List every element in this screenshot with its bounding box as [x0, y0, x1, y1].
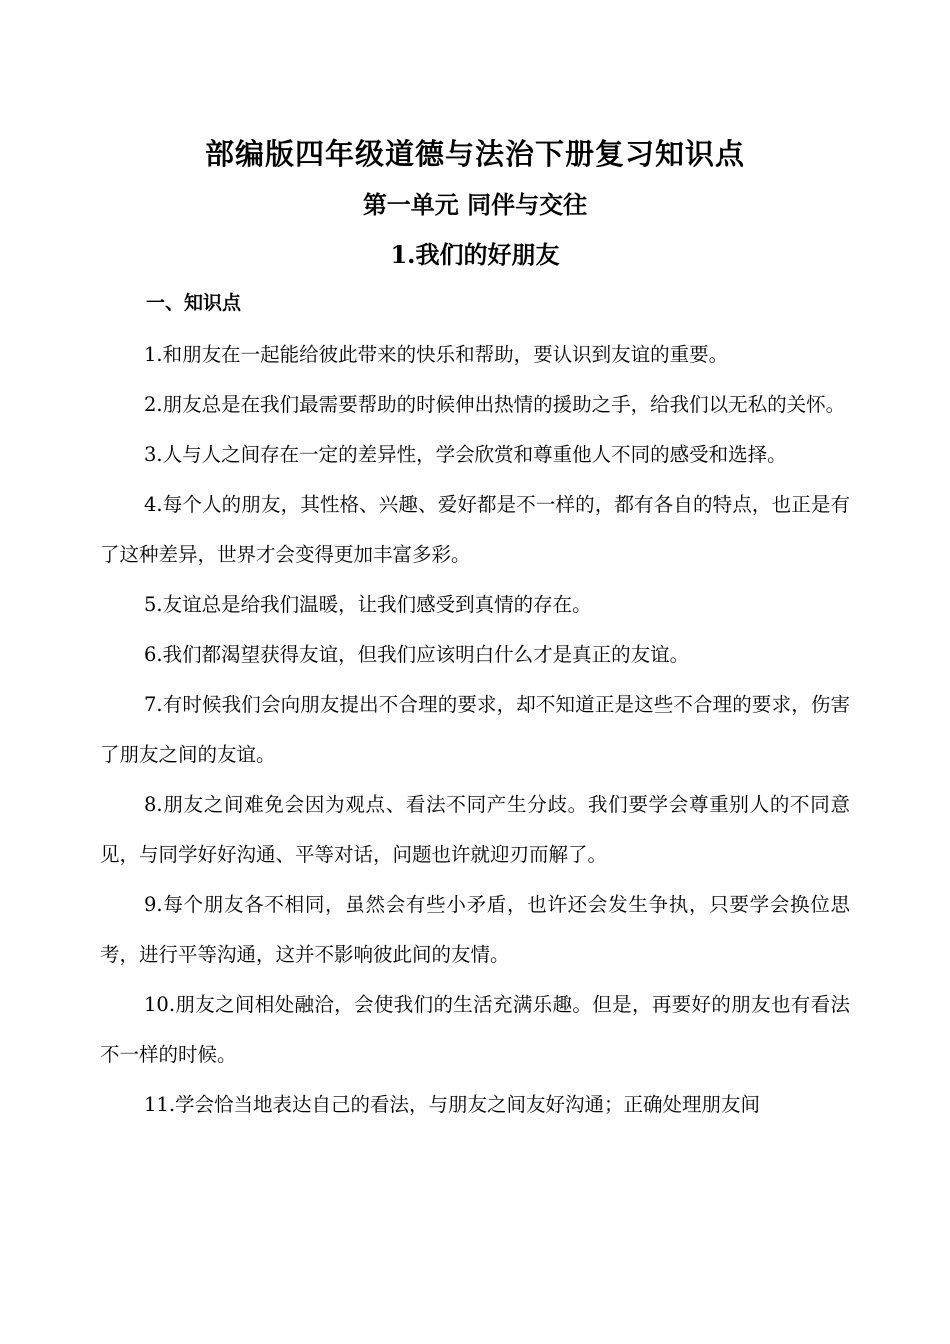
paragraph-3: 3.人与人之间存在一定的差异性，学会欣赏和尊重他人不同的感受和选择。 — [144, 443, 787, 466]
paragraph-7: 7.有时候我们会向朋友提出不合理的要求，却不知道正是这些不合理的要求，伤害了朋友之间的友谊。 — [100, 693, 850, 766]
paragraph-1: 1.和朋友在一起能给彼此带来的快乐和帮助，要认识到友谊的重要。 — [144, 343, 729, 366]
document-title: 部编版四年级道德与法治下册复习知识点 — [204, 137, 745, 171]
paragraph-6: 6.我们都渴望获得友谊，但我们应该明白什么才是真正的友谊。 — [144, 643, 690, 666]
paragraph-10: 10.朋友之间相处融洽，会使我们的生活充满乐趣。但是，再要好的朋友也有看法不一样的时候。 — [100, 993, 850, 1066]
paragraph-4: 4.每个人的朋友，其性格、兴趣、爱好都是不一样的，都有各自的特点，也正是有了这种差异，世界才会变得更加丰富多彩。 — [100, 493, 850, 566]
paragraph-2: 2.朋友总是在我们最需要帮助的时候伸出热情的援助之手，给我们以无私的关怀。 — [144, 393, 846, 416]
section-heading: 一、知识点 — [146, 292, 242, 314]
paragraph-5: 5.友谊总是给我们温暖，让我们感受到真情的存在。 — [144, 593, 592, 616]
paragraph-8: 8.朋友之间难免会因为观点、看法不同产生分歧。我们要学会尊重别人的不同意见，与同学好好沟通、平等对话，问题也许就迎刃而解了。 — [100, 793, 850, 866]
unit-heading: 第一单元 同伴与交往 — [362, 190, 588, 219]
paragraph-11: 11.学会恰当地表达自己的看法，与朋友之间友好沟通；正确处理朋友间 — [144, 1093, 761, 1116]
lesson-heading: 1.我们的好朋友 — [390, 240, 560, 269]
paragraph-9: 9.每个朋友各不相同，虽然会有些小矛盾，也许还会发生争执，只要学会换位思考，进行平等沟通，这并不影响彼此间的友情。 — [100, 893, 850, 966]
paragraph-list — [100, 330, 850, 1130]
